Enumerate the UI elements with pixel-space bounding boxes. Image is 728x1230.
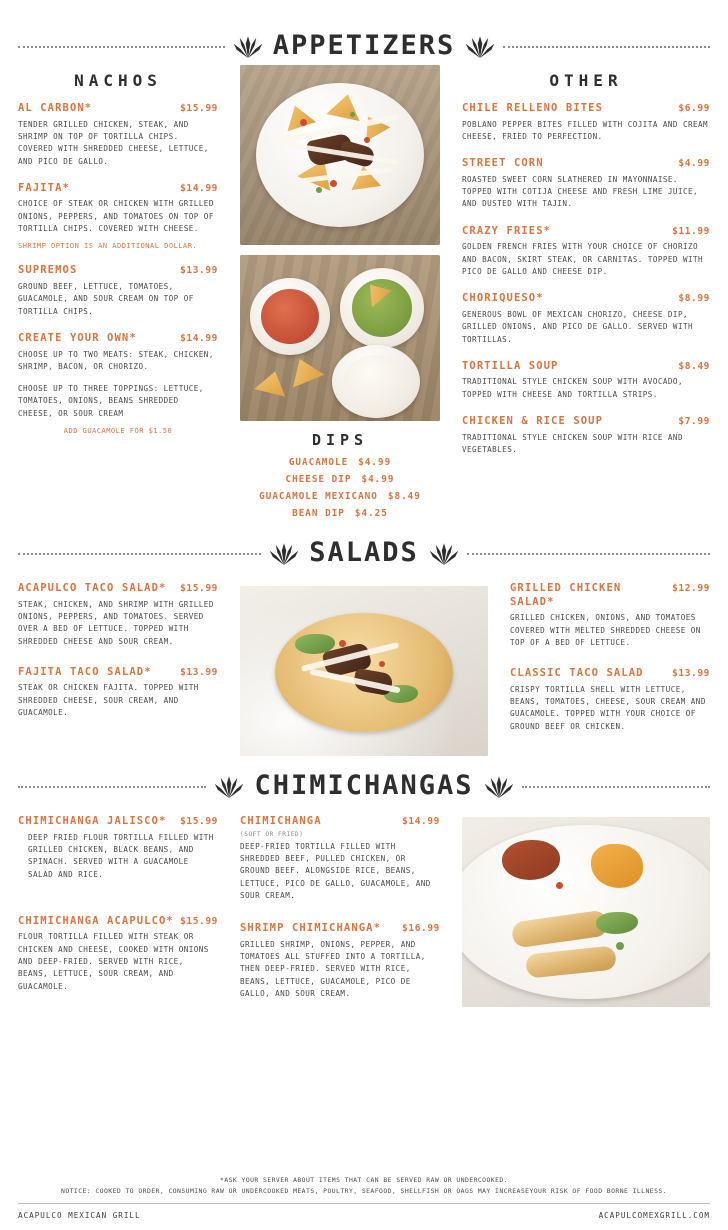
dip-name: BEAN DIP (292, 508, 345, 519)
column-photos-dips (240, 61, 440, 525)
item-description: GOLDEN FRENCH FRIES WITH YOUR CHOICE OF CHORIZO AND BACON, SKIRT STEAK, OR CARNITAS. TOPPED WITH PICO DE GALLO AND CHEESE DIP. (462, 242, 704, 276)
item-description: STEAK, CHICKEN, AND SHRIMP WITH GRILLED ONIONS, PEPPERS, AND TOMATOES. SERVED OVER A BED OF LETTUCE. TOPPED WITH SHREDDED CHEESE AND SOUR CREAM. (18, 599, 214, 646)
menu-item[interactable] (18, 915, 218, 993)
item-price: $6.99 (678, 103, 710, 114)
menu-item[interactable] (462, 415, 710, 456)
menu-item[interactable] (18, 332, 218, 435)
guacamole-photo (240, 255, 440, 421)
item-name: CHIMICHANGA JALISCO* (18, 815, 167, 827)
item-price: $16.99 (402, 923, 440, 935)
item-name: CHICKEN & RICE SOUP (462, 415, 604, 428)
item-description: CHOOSE UP TO TWO MEATS: STEAK, CHICKEN, SHRIMP, BACON, OR CHORIZO. (18, 349, 214, 371)
dip-item[interactable] (240, 457, 440, 468)
column-salads-photo (240, 582, 488, 756)
footer-brand: ACAPULCO MEXICAN GRILL (18, 1211, 141, 1220)
divider-right (503, 46, 710, 48)
item-name: GRILLED CHICKEN SALAD* (510, 582, 622, 608)
item-note: SHRIMP OPTION IS AN ADDITIONAL DOLLAR. (18, 242, 198, 251)
item-description: GRILLED CHICKEN, ONIONS, AND TOMATOES COVERED WITH MELTED SHREDDED CHEESE ON TOP OF A BED OF LETTUCE. (510, 613, 701, 647)
section-title: SALADS (309, 537, 419, 568)
menu-item[interactable] (510, 582, 710, 649)
menu-item[interactable] (18, 182, 218, 251)
item-price: $15.99 (180, 103, 218, 114)
footer (18, 1175, 710, 1220)
section-header-chimichangas (18, 770, 710, 801)
column-chimi-mid (240, 815, 440, 1014)
divider-right (522, 786, 710, 788)
section-title: CHIMICHANGAS (254, 770, 474, 801)
item-name: CHIMICHANGA ACAPULCO* (18, 914, 174, 927)
item-price: $15.99 (180, 583, 218, 594)
menu-item[interactable] (18, 264, 218, 318)
item-name: ACAPULCO TACO SALAD* (18, 582, 167, 594)
item-price: $8.49 (678, 360, 710, 372)
dip-name: GUACAMOLE (288, 457, 349, 468)
item-name: AL CARBON* (18, 102, 93, 114)
footer-website[interactable]: ACAPULCOMEXGRILL.COM (598, 1211, 710, 1220)
menu-item[interactable] (462, 157, 710, 211)
footer-disclaimer-2: NOTICE: COOKED TO ORDER, CONSUMING RAW OR UNDERCOOKED MEATS, POULTRY, SEAFOOD, SHELLFISH OR OAGS MAY INCREASEYOUR RISK OF FOOD BORNE ILLNESS. (61, 1187, 667, 1196)
column-salads-right (510, 582, 710, 756)
item-name: FAJITA* (18, 181, 70, 194)
item-price: $14.99 (402, 816, 440, 827)
appetizers-columns (18, 61, 710, 525)
dip-price: $4.99 (361, 474, 395, 485)
item-price: $13.99 (180, 265, 218, 277)
dip-name: GUACAMOLE MEXICANO (259, 491, 378, 502)
item-name: SHRIMP CHIMICHANGA* (240, 922, 382, 935)
dip-price: $4.99 (358, 457, 392, 468)
item-description: POBLANO PEPPER BITES FILLED WITH COJITA AND CREAM CHEESE, FRIED TO PERFECTION. (462, 119, 709, 141)
chimichangas-columns (18, 815, 710, 1014)
item-name: CHIMICHANGA (240, 815, 322, 827)
column-chimi-left (18, 815, 218, 1014)
item-name: CRAZY FRIES* (462, 224, 552, 237)
item-description: GENEROUS BOWL OF MEXICAN CHORIZO, CHEESE DIP, GRILLED ONIONS, AND PICO DE GALLO. SERVED WITH TORTILLAS. (462, 309, 694, 344)
menu-item[interactable] (240, 815, 440, 902)
item-name: CHILE RELLENO BITES (462, 102, 604, 114)
menu-item[interactable] (18, 102, 218, 168)
item-description: TRADITIONAL STYLE CHICKEN SOUP WITH AVOCADO, TOPPED WITH CHEESE AND TORTILLA STRIPS. (462, 377, 683, 399)
dip-item[interactable] (240, 508, 440, 519)
footer-disclaimer-1: *ASK YOUR SERVER ABOUT ITEMS THAT CAN BE SERVED RAW OR UNDERCOOKED. (220, 1176, 508, 1185)
item-description: DEEP-FRIED TORTILLA FILLED WITH SHREDDED BEEF, PULLED CHICKEN, OR GROUND BEEF. ALONGSIDE RICE, BEANS, LETTUCE, PICO DE GALLO, GUACAMOLE, AND SOUR CREAM. (240, 841, 431, 900)
column-heading-other: OTHER (549, 71, 623, 90)
column-nachos (18, 61, 218, 525)
agave-icon (269, 540, 299, 566)
menu-item[interactable] (462, 292, 710, 346)
item-price: $12.99 (672, 583, 710, 594)
section-title: APPETIZERS (272, 30, 456, 61)
item-name: STREET CORN (462, 157, 544, 170)
item-price: $11.99 (672, 225, 710, 237)
item-subtitle: (SOFT OR FRIED) (240, 830, 304, 838)
item-price: $15.99 (180, 816, 218, 827)
divider-right (467, 553, 710, 555)
item-description: CHOICE OF STEAK OR CHICKEN WITH GRILLED ONIONS, PEPPERS, AND TOMATOES ON TOP OF TORTILLA CHIPS. COVERED WITH CHEESE. (18, 199, 214, 234)
item-description: GROUND BEEF, LETTUCE, TOMATOES, GUACAMOLE, AND SOUR CREAM ON TOP OF TORTILLA CHIPS. (18, 282, 194, 316)
item-name: CREATE YOUR OWN* (18, 331, 137, 344)
divider-left (18, 786, 206, 788)
section-header-salads (18, 537, 710, 568)
item-name: CHORIQUESO* (462, 292, 544, 305)
section-header-appetizers (18, 30, 710, 61)
column-heading-nachos: NACHOS (74, 71, 162, 90)
menu-item[interactable] (18, 815, 218, 881)
item-description: FLOUR TORTILLA FILLED WITH STEAK OR CHICKEN AND CHEESE, COOKED WITH ONIONS AND DEEP-FRIED. SERVED WITH RICE, BEANS, LETTUCE, SOUR CREAM, AND GUACAMOLE. (18, 932, 209, 991)
menu-item[interactable] (510, 667, 710, 733)
item-description: TRADITIONAL STYLE CHICKEN SOUP WITH RICE AND VEGETABLES. (462, 432, 683, 454)
menu-item[interactable] (18, 666, 218, 720)
item-name: FAJITA TACO SALAD* (18, 665, 152, 678)
item-price: $14.99 (180, 332, 218, 344)
item-description: ROASTED SWEET CORN SLATHERED IN MAYONNAISE. TOPPED WITH COTIJA CHEESE AND FRESH LIME JUICE, AND DUSTED WITH TAJIN. (462, 174, 699, 209)
agave-icon (429, 540, 459, 566)
nachos-photo (240, 65, 440, 245)
dip-price: $4.25 (354, 508, 388, 519)
item-price: $7.99 (678, 416, 710, 428)
menu-item[interactable] (462, 225, 710, 279)
item-description: STEAK OR CHICKEN FAJITA. TOPPED WITH SHREDDED CHEESE, SOUR CREAM, AND GUACAMOLE. (18, 683, 199, 718)
agave-icon (214, 773, 244, 799)
agave-icon (484, 773, 514, 799)
column-salads-left (18, 582, 218, 756)
dips-heading: DIPS (311, 431, 369, 449)
divider-left (18, 46, 225, 48)
menu-item[interactable] (240, 922, 440, 1000)
item-name: SUPREMOS (18, 264, 78, 277)
menu-item[interactable] (462, 360, 710, 401)
item-description: CRISPY TORTILLA SHELL WITH LETTUCE, BEANS, TOMATOES, CHEESE, SOUR CREAM AND GUACAMOLE. TOPPED WITH YOUR CHOICE OF GROUND BEEF OR CHICKEN. (510, 684, 706, 731)
column-other (462, 61, 710, 525)
agave-icon (465, 33, 495, 59)
dip-name: CHEESE DIP (285, 474, 352, 485)
menu-item[interactable] (18, 582, 218, 648)
item-note: ADD GUACAMOLE FOR $1.50 (63, 427, 173, 436)
item-name: TORTILLA SOUP (462, 359, 559, 372)
item-price: $13.99 (180, 666, 218, 678)
dip-item[interactable] (240, 491, 440, 502)
item-price: $13.99 (672, 668, 710, 680)
item-description: TENDER GRILLED CHICKEN, STEAK, AND SHRIMP ON TOP OF TORTILLA CHIPS. COVERED WITH SHREDDED CHEESE, LETTUCE, AND PICO DE GALLO. (18, 119, 209, 166)
item-price: $4.99 (678, 158, 710, 170)
menu-page (0, 30, 728, 1230)
column-chimi-photo (462, 815, 710, 1014)
divider-left (18, 553, 261, 555)
item-description-secondary: CHOOSE UP TO THREE TOPPINGS: LETTUCE, TOMATOES, ONIONS, BEANS SHREDDED CHEESE, OR SOUR CREAM (18, 384, 204, 418)
item-description: DEEP FRIED FLOUR TORTILLA FILLED WITH GRILLED CHICKEN, BLACK BEANS, AND SPINACH. SERVED WITH A GUACAMOLE SALAD AND RICE. (28, 832, 214, 879)
taco-salad-photo (240, 586, 488, 756)
menu-item[interactable] (462, 102, 710, 143)
agave-icon (233, 33, 263, 59)
salads-columns (18, 582, 710, 756)
item-name: CLASSIC TACO SALAD (510, 667, 644, 680)
chimichanga-photo (462, 817, 710, 1007)
dip-item[interactable] (240, 474, 440, 485)
item-description: GRILLED SHRIMP, ONIONS, PEPPER, AND TOMATOES ALL STUFFED INTO A TORTILLA, THEN DEEP-FRIED. SERVED WITH RICE, BEANS, LETTUCE, GUACAMOLE, PICO DE GALLO, AND SOUR CREAM. (240, 939, 426, 998)
item-price: $8.99 (678, 293, 710, 305)
item-price: $14.99 (180, 182, 218, 194)
item-price: $15.99 (180, 915, 218, 927)
dip-price: $8.49 (387, 491, 421, 502)
